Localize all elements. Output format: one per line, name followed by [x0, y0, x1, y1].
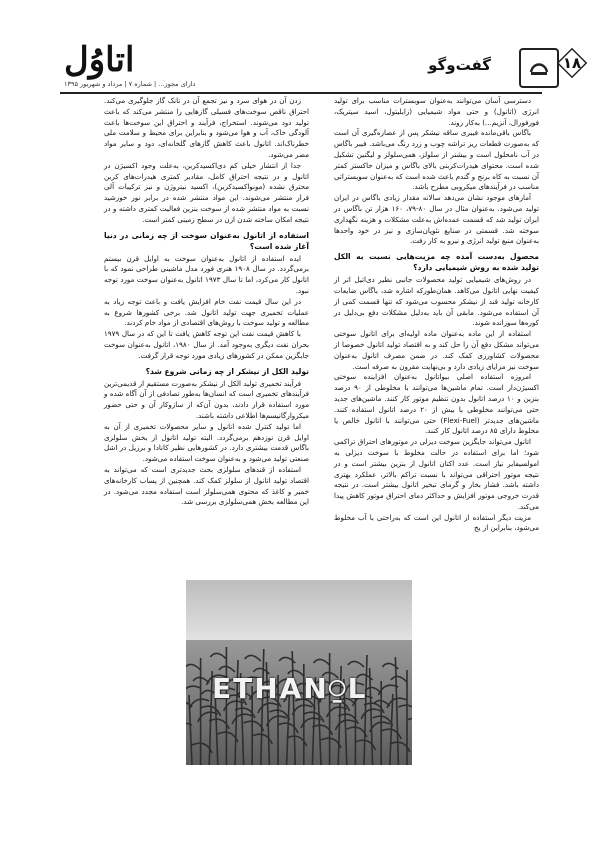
paragraph: امروزه استفاده اصلی بیواتانول به‌عنوان افزاینده سوختی اکسیژن‌دار است. تمام ماشین‌ها می‌توانند با مخلوطی از ۹۰ درصد بنزین و ۱۰ درصد اتانول بدون تنظیم موتور کار کنند. ماشین‌های جدید حتی می‌توانند مخلوطی با بیش از ۲۰ درصد اتانول استفاده کنند. ماشین‌های جدیدتر (Flexi-Fuel) حتی می‌توانند با اتانول خالص یا مخلوط دارای ۸۵ درصد اتانول کار کنند.	[334, 372, 540, 436]
ethanol-photo-text: ETHAN⍜L	[212, 672, 368, 705]
paragraph: زدن آن در هوای سرد و نیز تجمع آن در تانک گاز جلوگیری می‌کند. احتراق ناقص سوخت‌های فسیلی گازهایی را منتشر می‌کند که باعث تولید دود می‌شوند. استخراج، فرآیند و احتراق این سوخت‌ها باعث آلودگی خاک، آب و هوا می‌شود و بنابراین برای محیط و سلامت ملی خطرناک‌اند. اتانول باعث کاهش گازهای گلخانه‌ای، دود و سایر مواد مضر می‌شود.	[104, 96, 309, 159]
article-column-right	[334, 96, 539, 534]
paragraph: در روش‌های شیمیایی تولید محصولات جانبی نظیر دی‌اتیل اتر از کیفیت نهایی اتانول می‌کاهد. همان‌طورکه اشاره شد، باگاس ضایعات کارخانه تولید قند از نیشکر محسوب می‌شود که تنها قسمت کمی از آن استفاده می‌شود. مابقی آن باید به‌دلیل مشکلات دفع بی‌دلیل در کوره‌ها سوزانده شوند.	[334, 275, 539, 328]
paragraph: ایده استفاده از اتانول به‌عنوان سوخت به اوایل قرن بیستم برمی‌گردد. در سال ۱۹۰۸ هنری فورد مدل ماشینی طراحی نمود که با اتانول کار می‌کرد، اما تا سال ۱۹۷۳ اتانول به‌عنوان سوخت مورد توجه نبود.	[104, 253, 309, 295]
paragraph: استفاده از این ماده به‌عنوان ماده اولیه‌ای برای اتانول سوختی می‌تواند مشکل دفع آن را حل کند و به اقتصاد تولید اتانول خصوصا از محصولات کشاورزی کمک کند. در ضمن مصرف اتانول به‌عنوان سوخت نیز مزایای زیادی دارد و بی‌نهایت مقرون به صرفه است.	[334, 329, 539, 371]
section-heading: تولید الکل از نیشکر از چه زمانی شروع شد؟	[145, 366, 309, 376]
paragraph: جدا از انتشار خیلی کم دی‌اکسیدکربن، به‌علت وجود اکسیژن در اتانول و در نتیجه احتراق کامل، مقادیر کمتری هیدرات‌های کربن محترق نشده (مونواکسیدکربن)، اکسید نیتروژن و نیز ترکیبات آلی فرار منتشر می‌شوند. این مواد منتشر شده در برابر نور خورشید نسبت به مواد منتشر شده از سوخت بنزین فعالیت کمتری داشته و در نتیجه امکان ساخته شدن ازن در سطح زمینی کمتر است.	[104, 160, 309, 224]
magazine-emblem-icon	[519, 48, 559, 88]
paragraph: دسترسی آسان می‌توانند به‌عنوان سوبسترات مناسب برای تولید انرژی (اتانول) و حتی مواد شیمیایی (زایلیتول، اسید سیتریک، فورفورال، آنزیم...) به‌کار روند.	[334, 96, 539, 127]
paragraph: اتانول می‌تواند جایگزین سوخت دیزلی در موتورهای احتراق تراکمی شود؛ اما برای استفاده در حالت مخلوط با سوخت دیزلی به امولسیفایر نیاز است. عدد اکتان اتانول از بنزین بیشتر است و در نتیجه موتور احتراقی می‌تواند با نسبت تراکم بالاتر، عملکرد بهتری داشته باشد. فشار بخار و گرمای تبخیر اتانول بیشتر است. در نتیجه قدرت خروجی موتور افزایش و حداکثر دمای احتراق موتور کاهش پیدا می‌کند.	[334, 437, 539, 511]
section-title: گفت‌وگو	[428, 56, 491, 74]
article-column-left	[104, 96, 309, 508]
section-heading: محصول به‌دست آمده چه مزیت‌هایی نسبت به الکل تولید شده به روش شیمیایی دارد؟	[334, 252, 539, 273]
paragraph: آمارهای موجود نشان می‌دهد سالانه مقدار زیادی باگاس در ایران تولید می‌شود. به‌عنوان مثال در سال ۸۰-۷۹، ۱۶۰ هزار تن باگاس در ایران تولید شد که قسمت عمده‌اش به‌علت مشکلات و هزینه نگهداری سوخته شد. قسمتی در صنایع نئوپان‌سازی و نیز در خود واحدها به‌عنوان منبع تولید انرژی و نیرو به کار رفت.	[334, 193, 539, 246]
paragraph: مزیت دیگر استفاده از اتانول این است که به‌راحتی با آب مخلوط می‌شود، بنابراین از یخ	[334, 512, 539, 533]
paragraph: فرآیند تخمیری تولید الکل از نیشکر به‌صورت مستقیم از قدیمی‌ترین فرآیندهای تخمیری است که انسان‌ها به‌طور تصادفی از آن آگاه شده و مورد استفاده قرار دادند، بدون آن‌که از سازوکار آن و حتی حضور میکروارگانیسم‌ها اطلاعی داشته باشند.	[104, 378, 309, 420]
header-divider	[60, 92, 542, 94]
ethanol-corn-photo	[186, 580, 412, 765]
section-heading: استفاده از اتانول به‌عنوان سوخت از چه زمانی در دنیا آغاز شده است؟	[104, 230, 309, 251]
page-number: ۱۸	[557, 48, 587, 78]
paragraph: در این سال قیمت نفت خام افزایش یافت و باعث توجه زیاد به عملیات تخمیری جهت تولید اتانول شد. برخی کشورها شروع به مطالعه و تولید سوخت با روش‌های اقتصادی از مواد خام کردند.	[104, 296, 309, 328]
paragraph: اما تولید کنترل شده اتانول و سایر محصولات تخمیری از آن به اوایل قرن نوزدهم برمی‌گردد. البته تولید اتانول از بخش سلولزی باگاس قدمت بیشتری دارد. در کشورهایی نظیر کانادا و برزیل در اشل صنعتی تولید می‌شود و به‌عنوان سوخت استفاده می‌شود.	[104, 421, 309, 464]
paragraph: با کاهش قیمت نفت این توجه کاهش یافت تا این که در سال ۱۹۷۹ بحران نفت دیگری به‌وجود آمد. از سال ۱۹۸۰، اتانول به‌عنوان سوخت جایگزین ممکن در کشورهای زیادی مورد توجه قرار گرفت.	[104, 329, 309, 360]
paragraph: باگاس باقی‌مانده فیبری ساقه نیشکر پس از عصاره‌گیری آن است که به‌صورت قطعات ریز تراشه چوب و زرد رنگ می‌باشد. فیبر باگاس در آب نامحلول است و بیشتر از سلولز، همی‌سلولز و لیگنین تشکیل شده است. محتوای هیدرات‌کربنی بالای باگاس و میزان خاکستر کمتر آن نسبت به کاه برنج و گندم باعث شده است که به‌عنوان سوبستراتی مناسب در فرآیندهای میکروبی مطرح باشد.	[334, 128, 539, 192]
magazine-issue-info: دارای مجوز... | شماره ۷ | مرداد و شهریور ۱۳۹۵	[64, 80, 196, 88]
paragraph: استفاده از قندهای سلولزی بحث جدیدتری است که می‌تواند به اقتصاد تولید اتانول از سلولز کمک کند. همچنین از پساب کارخانه‌های خمیر و کاغذ که محتوی همی‌سلولز است استفاده مجدد می‌شود. در این مطالعه بخش همی‌سلولزی بررسی شد.	[104, 464, 309, 507]
magazine-logo: اتاوُل	[64, 40, 135, 80]
